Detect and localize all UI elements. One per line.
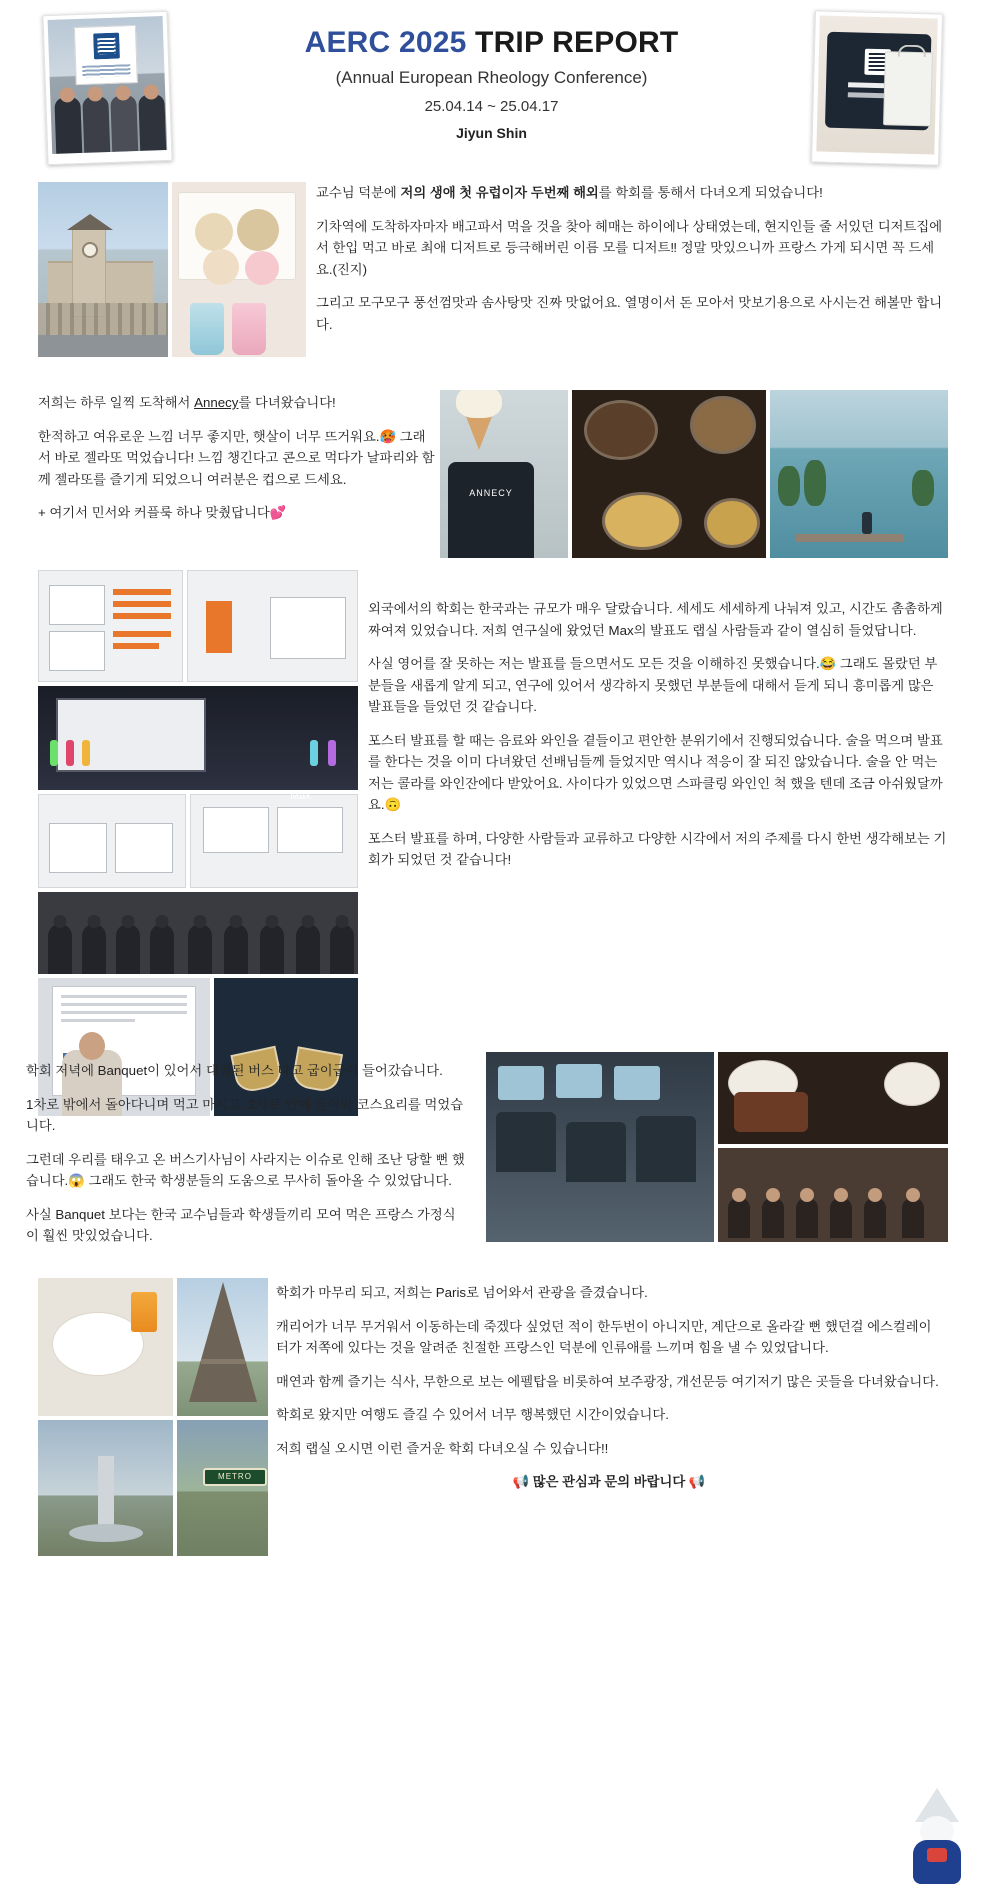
section5-paragraph-4: 학회로 왔지만 여행도 즐길 수 있어서 너무 행복했던 시간이었습니다.: [276, 1407, 669, 1423]
photo-slide-swelling: [187, 570, 358, 682]
photo-eiffel-tower: [177, 1278, 268, 1416]
section2-text: [38, 392, 438, 524]
photo-banquet-meal: [718, 1052, 948, 1144]
section3-photos: [38, 570, 358, 1055]
photo-french-food: [572, 390, 766, 558]
photo-charter-bus: [486, 1052, 714, 1242]
photo-conference-hall: [38, 686, 358, 790]
section2-paragraph-1: 저희는 하루 일찍 도착해서 Annecy를 다녀왔습니다!: [38, 395, 336, 410]
section4-photos: [486, 1052, 948, 1244]
section4-paragraph-1: 학회 저녁에 Banquet이 있어서 대절된 버스 타고 굽이굽이 들어갔습니다.: [26, 1063, 443, 1078]
photo-group-dinner: [718, 1148, 948, 1242]
section3-paragraph-4: 포스터 발표를 하며, 다양한 사람들과 교류하고 다양한 시각에서 저의 주제를 다시 한번 생각해보는 기회가 되었던 것 같습니다!: [368, 830, 947, 868]
section2-paragraph-3: + 여기서 민서와 커플룩 하나 맞췄답니다💕: [38, 505, 287, 521]
photo-slide-graph: [190, 794, 358, 888]
title-author: Jiyun Shin: [456, 125, 527, 141]
section3-paragraph-2: 사실 영어를 잘 못하는 저는 발표를 들으면서도 모든 것을 이해하진 못했습니다.😂 그래도 몰랐던 부분들을 새롭게 알게 되고, 연구에 있어서 생각하지 못했던 부분들에 대해서 듣게 되니 흥미롭게 많은 발표들을 들었던 것 같습니다.: [368, 656, 938, 715]
title-block: [0, 26, 983, 141]
section4-paragraph-2: 1차로 밖에서 돌아다니며 먹고 마시고, 2차로 안에 들어와 코스요리를 먹었습니다.: [26, 1096, 464, 1134]
section3-paragraph-3: 포스터 발표를 할 때는 음료와 와인을 곁들이고 편안한 분위기에서 진행되었습니다. 술을 먹으며 발표를 한다는 것을 이미 다녀왔던 선배님들께 들었지만 역시나 적응이 잘 되진 않았습니다. 술을 안 먹는 저는 콜라를 와인잔에다 받았어요. 사이다가 있었으면 스파클링 와인인 척 했을 텐데 조금 아쉬웠달까요.🙃: [368, 732, 943, 813]
closing-line: 📢 많은 관심과 문의 바랍니다 📢: [512, 1474, 706, 1490]
section5-photos: [38, 1278, 268, 1558]
photo-paris-fountain: [38, 1420, 173, 1556]
section4-paragraph-3: 그런데 우리를 태우고 온 버스기사님이 사라지는 이슈로 인해 조난 당할 뻔 했습니다.😱 그래도 한국 학생분들의 도움으로 무사히 돌아올 수 있었답니다.: [26, 1151, 465, 1189]
section2-photos: [440, 390, 948, 560]
photo-metro-sign: [177, 1420, 268, 1556]
section1-paragraph-1: 교수님 덕분에 저의 생애 첫 유럽이자 두번째 해외를 학회를 통해서 다녀오게 되었습니다!: [316, 185, 823, 200]
title-part2: TRIP REPORT: [475, 26, 679, 59]
section5-paragraph-2: 캐리어가 너무 무거워서 이동하는데 죽겠다 싶었던 적이 한두번이 아니지만, 계단으로 올라갈 뻔 했던걸 에스컬레이터가 저쪽에 있다는 것을 알려준 친절한 프랑스인 덕분에 인류애를 느끼며 힘을 낼 수 있었답니다.: [276, 1318, 932, 1356]
section4-paragraph-4: 사실 Banquet 보다는 한국 교수님들과 학생들끼리 모여 먹은 프랑스 가정식이 훨씬 맛있었습니다.: [26, 1206, 456, 1244]
section1-text: [316, 182, 948, 335]
photo-slide-die-swell: [38, 794, 186, 888]
page-title: [0, 26, 983, 60]
photo-dessert-box: [172, 182, 306, 357]
section5-paragraph-1: 학회가 마무리 되고, 저희는 Paris로 넘어와서 관광을 즐겼습니다.: [276, 1285, 648, 1300]
section1-paragraph-3: 그리고 모구모구 풍선껌맛과 솜사탕맛 진짜 맛없어요. 열명이서 돈 모아서 맛보기용으로 사시는건 해볼만 합니다.: [316, 295, 943, 332]
title-date-range: 25.04.14 ~ 25.04.17: [424, 98, 559, 115]
photo-audience: [38, 892, 358, 974]
photo-gelato: [440, 390, 568, 558]
section4-text: [26, 1060, 466, 1247]
section1-paragraph-2: 기차역에 도착하자마자 배고파서 먹을 것을 찾아 헤매는 하이에나 상태였는데, 현지인들 줄 서있던 디저트집에서 한입 먹고 바로 최애 디저트로 등극해버린 이름 모를 디저트‼ 정말 맛있으니까 프랑스 가게 되시면 꼭 드세요.(진지): [316, 218, 943, 277]
photo-train-station: [38, 182, 168, 357]
photo-paris-brunch: [38, 1278, 173, 1416]
section2-paragraph-2: 한적하고 여유로운 느낌 너무 좋지만, 햇살이 너무 뜨거워요.🥵 그래서 바로 젤라또 먹었습니다! 느낌 챙긴다고 콘으로 먹다가 날파리와 함께 젤라또를 즐기게 되었으니 여러분은 컵으로 드세요.: [38, 428, 435, 487]
title-part1: AERC 2025: [304, 26, 467, 59]
section3-paragraph-1: 외국에서의 학회는 한국과는 규모가 매우 달랐습니다. 세세도 세세하게 나눠져 있고, 시간도 촘촘하게 짜여져 있었습니다. 저희 연구실에 왔었던 Max의 발표도 랩실 사람들과 같이 열심히 들었답니다.: [368, 601, 943, 638]
section5-paragraph-5: 저희 랩실 오시면 이런 즐거운 학회 다녀오실 수 있습니다!!: [276, 1440, 609, 1456]
report-header: [0, 0, 983, 175]
photo-annecy-lake: [770, 390, 948, 558]
section5-paragraph-3: 매연과 함께 즐기는 식사, 무한으로 보는 에펠탑을 비롯하여 보주광장, 개선문등 여기저기 많은 곳들을 다녀왔습니다.: [276, 1373, 939, 1389]
gnome-mascot: [907, 1788, 967, 1884]
section1-photos: [38, 182, 308, 362]
photo-slide-printing-nozzle: [38, 570, 183, 682]
title-subtitle: (Annual European Rheology Conference): [335, 68, 648, 87]
section5-text: [276, 1282, 942, 1493]
section3-text: [368, 598, 948, 871]
max-label: Max: [290, 790, 311, 802]
